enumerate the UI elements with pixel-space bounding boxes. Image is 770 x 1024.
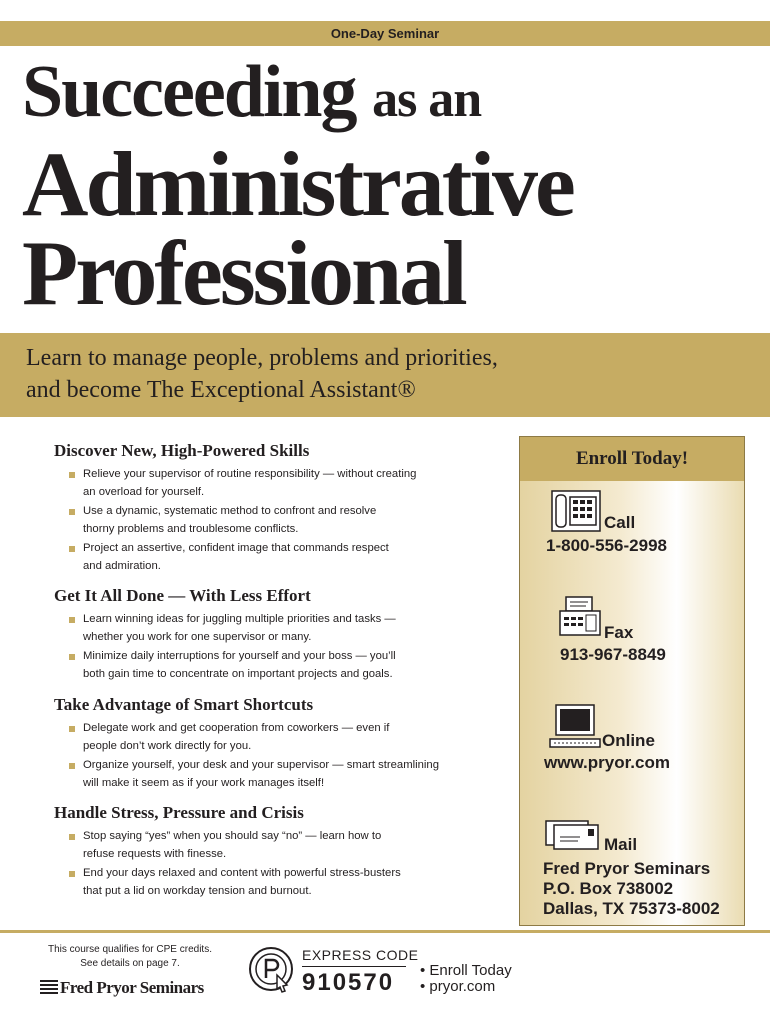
subtitle-line-2: and become The Exceptional Assistant® [26, 377, 416, 403]
cpe-note: This course qualifies for CPE credits. See details on page 7. [48, 944, 212, 969]
section-heading: Take Advantage of Smart Shortcuts [54, 695, 314, 714]
mail-address-line-1: Fred Pryor Seminars [543, 859, 711, 878]
bullet-square-icon [69, 834, 75, 840]
section-heading: Handle Stress, Pressure and Crisis [54, 803, 304, 822]
bullet-square-icon [69, 871, 75, 877]
title-word-as-an: as an [372, 71, 482, 128]
bullet-item: Minimize daily interruptions for yourself and your boss — you’ll both gain time to concentrate on important projects and goals. [54, 648, 494, 683]
bullet-item: Use a dynamic, systematic method to confront and resolve thorny problems and troublesome conflicts. [54, 503, 494, 538]
express-code-divider [302, 966, 406, 967]
express-code-icon [247, 945, 295, 993]
call-phone-number[interactable]: 1-800-556-2998 [546, 536, 667, 555]
title-line-2: Administrative [22, 133, 573, 235]
fax-icon [558, 595, 602, 639]
seminar-type-label: One-Day Seminar [330, 26, 440, 41]
website-link[interactable]: www.pryor.com [544, 753, 670, 772]
bullet-square-icon [69, 763, 75, 769]
online-label: Online [602, 731, 655, 750]
subtitle-line-1: Learn to manage people, problems and priorities, [26, 345, 498, 371]
telephone-icon [550, 489, 602, 533]
fax-label: Fax [604, 623, 634, 642]
promo-website[interactable]: • pryor.com [420, 978, 496, 995]
computer-icon [548, 703, 602, 751]
bullet-square-icon [69, 654, 75, 660]
section-smart-shortcuts [54, 694, 494, 794]
bullet-item: Learn winning ideas for juggling multiple priorities and tasks — whether you work for one supervisor or many. [54, 611, 494, 646]
section-get-it-done [54, 585, 494, 685]
bullet-square-icon [69, 509, 75, 515]
bullet-square-icon [69, 472, 75, 478]
envelope-icon [544, 819, 602, 851]
bullet-item: Relieve your supervisor of routine responsibility — without creating an overload for yourself. [54, 466, 494, 501]
mail-address-line-3: Dallas, TX 75373-8002 [543, 899, 720, 918]
bullet-square-icon [69, 546, 75, 552]
mail-label: Mail [604, 835, 638, 854]
footer-divider [0, 930, 770, 933]
logo-mark-icon [40, 980, 58, 994]
bullet-square-icon [69, 617, 75, 623]
section-heading: Discover New, High-Powered Skills [54, 441, 310, 460]
bullet-item: Organize yourself, your desk and your supervisor — smart streamlining will make it seem as if your work manages itself! [54, 757, 494, 792]
header-band [0, 21, 770, 46]
subtitle-band [0, 333, 770, 417]
bullet-item: End your days relaxed and content with powerful stress-busters that put a lid on workday tension and burnout. [54, 865, 494, 900]
express-code-label: EXPRESS CODE [302, 947, 419, 963]
bullet-item: Stop saying “yes” when you should say “no” — learn how to refuse requests with finesse. [54, 828, 494, 863]
call-label: Call [604, 513, 636, 532]
title-word-succeeding: Succeeding [22, 51, 356, 133]
promo-enroll-today: • Enroll Today [420, 962, 512, 979]
enroll-panel [519, 436, 745, 926]
section-handle-stress [54, 802, 494, 902]
bullet-square-icon [69, 726, 75, 732]
enroll-heading: Enroll Today! [520, 437, 744, 481]
section-discover-skills [54, 440, 494, 577]
fred-pryor-logo: Fred Pryor Seminars [40, 978, 204, 998]
fax-number[interactable]: 913-967-8849 [560, 645, 666, 664]
bullet-item: Delegate work and get cooperation from coworkers — even if people don’t work directly for you. [54, 720, 494, 755]
mail-address-line-2: P.O. Box 738002 [543, 879, 674, 898]
title-line-1 [22, 52, 481, 140]
title-line-3: Professional [22, 222, 465, 324]
express-code-value: 910570 [302, 969, 395, 996]
bullet-item: Project an assertive, confident image that commands respect and admiration. [54, 540, 494, 575]
section-heading: Get It All Done — With Less Effort [54, 586, 311, 605]
